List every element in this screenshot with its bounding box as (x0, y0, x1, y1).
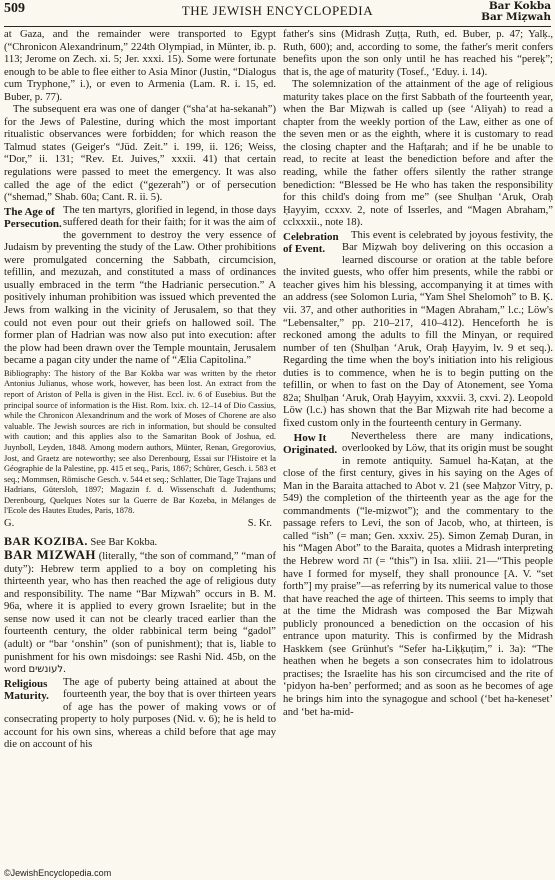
guide-word-top: Bar Kokba (488, 0, 551, 12)
paragraph: This event is celebrated by joyous festivity, the Bar Miẓwah boy delivering on this occasion a learned discourse or oration at the table before the invited guests, who offer him presents, while the rabbi or teacher gives him his blessing, accompanying it at times with an address (see Solomon Luria, “Yam Shel Shelomoh” to B. Ḳ. vii. 37, and other authorities in “Magen Abraham,” l.c.; Löw's “Lebensalter,” pp. 210–217, 410–412). Henceforth he is reckoned among the adults to fill the Minyan, or required number of ten (Shulḥan ‘Aruk, Oraḥ Ḥayyim, lv. 9 et seq.). Regarding the time when the boy's initiation into his religious duties is to commence, when he is to begin putting on the tefillin, or when to fast on the Day of Atonement, see Yoma 82a; Shulḥan ‘Aruk, Oraḥ Ḥayyim, xxxvii. 3, cxvi. 2). Leopold Löw (l.c.) has shown that the Bar Miẓwah rite had become a fixed custom only in the fourteenth century in Germany. (283, 229, 553, 429)
paragraph: The subsequent era was one of danger (“sha‘at ha-sekanah”) for the Jews of Palestine, during which the most important ritualistic observances were forbidden; for which reason the Talmud states (Geiger's “Jüd. Zeit.” i. 199, ii. 126; Weiss, “Dor,” ii. 131; “Rev. Et. Juives,” xxxii. 41) that certain regulations were passed to meet the emergency. It was also called the age of the edict (“gezerah”) or of persecution (“shemad,” Shab. 60a; Cant. R. ii. 5). (4, 104, 276, 204)
entry-heading: BAR MIZWAH (4, 547, 96, 563)
guide-word-bottom: Bar Miẓwah (481, 11, 551, 23)
side-heading-celebration: Celebration of Event. (283, 230, 339, 256)
hebrew-word: לעונשים (28, 664, 64, 676)
bibliography (4, 369, 276, 517)
entry-heading: BAR KOZIBA. (4, 533, 88, 548)
footer-link-text: JewishEncyclopedia.com (10, 868, 112, 878)
side-heading-maturity: Religious Maturity. (4, 677, 49, 703)
entry-bar-mizwah: BAR MIZWAH (literally, “the son of command,” “man of duty”): Hebrew term applied to a boy on completing his thirteenth year, who has then reached the age of religious duty and responsibility. The name “Bar Miẓwah” occurs in B. M. 96a, where it is applied to every grown Israelite; but in the sense now used it can not be clearly traced earlier than the fourteenth century, the older rabbinical term being “gadol” (adult) or “bar ‘onshin” (son of punishment); that is, liable to punishment for his own misdoings: see Rashi Nid. 45b, on the word לעונשים. (4, 547, 276, 676)
paragraph: at Gaza, and the remainder were transported to Egypt (“Chronicon Alexandrinum,” 224th Olympiad, in Münter, ib. p. 113; Jerome on Zech. xi. 5; Jer. xxxi. 15). Some were fortunate enough to be able to flee either to Asia Minor (Justin, “Dialogus cum Tryphone,” i.), or even to Armenia (Lam. R. i. 15, ed. Buber, p. 77). (4, 29, 276, 103)
header-rule (4, 26, 551, 27)
paragraph: Nevertheless there are many indications, overlooked by Löw, that its origin must be sought in remote antiquity. Samuel ha-Kaṭan, at the close of the first century, gives in his saying on the Ages of Man in the Baraita attached to Abot v. 21 (see Maḥzor Vitry, p. 549) the completion of the thirteenth year as the age for the commandments (“le-miẓwot”); and the commentary to the passage refers to Levi, the son of Jacob, who, at thirteen, is called “ish” (= man; Gen. xxxiv. 25). Simon Ẓemaḥ Duran, in his “Magen Abot” to the Baraita, quotes a Midrash interpreting the Hebrew word זה (= “this”) in Isa. xliii. 21—“This people have I formed for myself, they shall pronounce [A. V. “set forth”] my praise”—as referring by its numerical value to those that have reached the age of thirteen. This seems to imply that at the time the Midrash was composed the Bar Miẓwah publicly pronounced a benediction on the occasion of his entrance upon maturity. This is confirmed by the Midrash Haskkem (see Grünhut's “Sefer ha-Liḳḳuṭim,” i. 3a): “The heathen when he begets a son consecrates him to idolatrous practises; the Israelite has his son circumcised and the rite of ‘pidyon ha-ben’ performed; and as soon as he becomes of age he brings him into the synagogue and school (‘bet ha-keneset’ and ‘bet ha-mid- (283, 430, 553, 718)
page-header (0, 0, 555, 30)
column-left (4, 29, 276, 752)
signature-initial: G. (4, 518, 15, 530)
cross-reference-link[interactable]: See Bar Kokba. (90, 536, 158, 548)
page-number: 509 (4, 1, 25, 16)
guide-words (481, 1, 551, 23)
paragraph: The ten martyrs, glorified in legend, in those days suffered death for their faith; for it was the aim of the government to destroy the very essence of Judaism by preventing the study of the Law. Other prohibitions were promulgated concerning the Sabbath, circumcision, tefillin, and mezuzah, and constituted a mass of ordinances usually embraced in the term “the Hadrianic persecution.” A positively inhuman prohibition was issued which prevented the Jews from walking in the vicinity of Jerusalem, so that they could not even pour out their griefs on hallowed soil. The former plan of Hadrian was now also put into execution: after the plow had been drawn over the Temple mountain, Jerusalem became a pagan city under the name of “Ælia Capitolina.” (4, 204, 276, 367)
signature-line (4, 518, 272, 531)
copyright-icon: © (4, 868, 11, 878)
signature-author: S. Kr. (247, 518, 272, 530)
column-right (283, 29, 553, 719)
footer-credit[interactable] (4, 868, 111, 878)
side-heading-origin: How It Originated. (283, 431, 338, 456)
running-title: THE JEWISH ENCYCLOPEDIA (181, 3, 374, 18)
paragraph: The age of puberty being attained at about the fourteenth year, the boy that is over thirteen years of age has the power of making vows or of consecrating property to holy purposes (Nid. v. 6); he is held to account for his own sins, whereas a child before that age may die on account of his (4, 676, 276, 751)
bibliography-text: Bibliography: The history of the Bar Kokba war was written by the rhetor Antonius Julianus, whose work, however, has been lost. An extract from the report of Ariston of Pella is given in the Hist. Eccl. iv. 6 of Eusebius. But the principal source of information is the Hist. Rom. lxix. ch. 12–14 of Dio Cassius, while the Chronicon Alexandrinum and the work of Moses of Chorene are also valuable. The Jewish sources are rich in information, but should be consulted with caution; and this applies also to the Samaritan Book of Joshua, ed. Juynboll, Leyden, 1848. Among modern authors, Münter, Renan, Gregorovius, Jost, and Graetz are noteworthy; see also Derenbourg, Essai sur l'Histoire et la Géographie de la Palestine, pp. 415 et seq., Paris, 1867; Schürer, Gesch. i. 583 et seq.; Mommsen, Römische Gesch. v. 544 et seq.; Schlatter, Die Tage Trajans und Hadrians, Gütersloh, 1897; Magazin f. d. Wissenschaft d. Judenthums; Derenbourg, Quelques Notes sur la Guerre de Bar Kozeba, in Mélanges de l'Ecole des Hautes Etudes, Paris, 1878. (4, 368, 276, 516)
paragraph: The solemnization of the attainment of the age of religious maturity takes place on the first Sabbath of the fourteenth year, when the Bar Miẓwah is called up (see ‘Aliyah) to read a chapter from the weekly portion of the Law, either as one of the seven men or as the eighth, where it is customary to read the closing chapter and the Hafṭarah; and if he be unable to read, to recite at least the benediction before and after the reading, while the father offers silently the rather strange benediction: “Blessed be He who has taken the responsibility for this child's doing from me” (see Shulḥan ‘Aruk, Oraḥ Ḥayyim, ccxxv. 2, note of Isserles, and “Magen Abraham,” cclxxxii., note 18). (283, 79, 553, 229)
paragraph: (literally, “the son of command,” “man of duty”): Hebrew term applied to a boy on completing his thirteenth year, who has then reached the age of religious duty and responsibility. The name “Bar Miẓwah” occurs in B. M. 96a, where it is applied to every grown Israelite; but in the sense now used it can not be clearly traced earlier than the fourteenth century, the older rabbinical term being “gadol” (adult) or “bar ‘onshin” (son of punishment); that is, liable to punishment for his own misdoings: see Rashi Nid. 45b, on the word (4, 551, 276, 676)
side-heading-persecution: The Age of Persecution. (4, 205, 62, 231)
paragraph: father's sins (Midrash Zuṭṭa, Ruth, ed. Buber, p. 47; Yalḳ., Ruth, 600); and, according to some, the father's merit confers benefits upon the son only until he has reached his “pereḳ”; that is, the age of maturity (Tosef., ‘Eduy. i. 14). (283, 29, 553, 78)
